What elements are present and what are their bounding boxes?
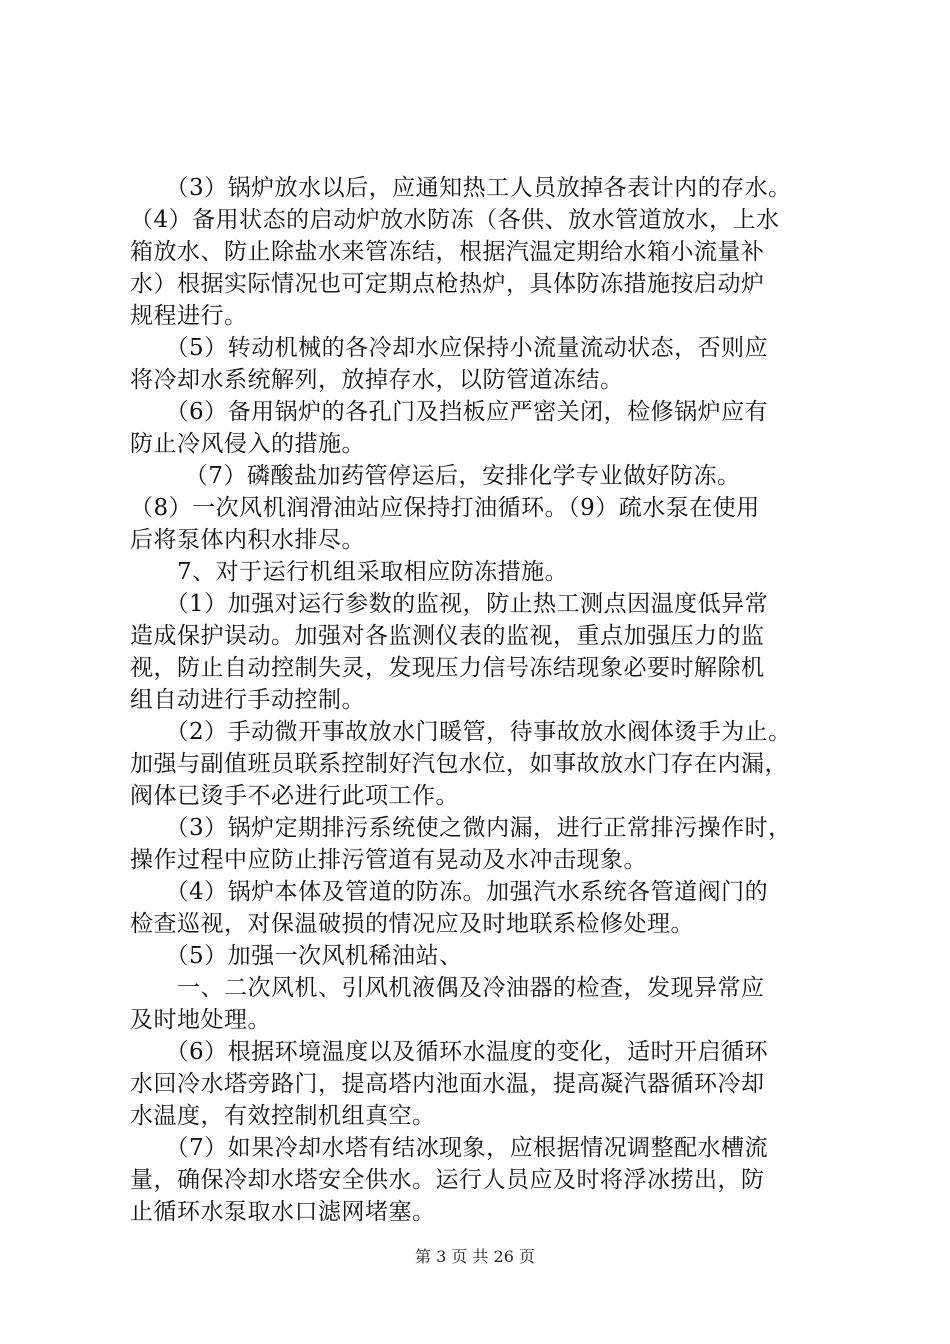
text-line: 将冷却水系统解列，放掉存水，以防管道冻结。 <box>130 367 624 393</box>
text-line: （8）一次风机润滑油站应保持打油循环。（9）疏水泵在使用 <box>130 495 760 521</box>
document-body <box>130 172 840 1228</box>
text-line: 箱放水、防止除盐水来管冻结，根据汽温定期给水箱小流量补 <box>130 239 765 265</box>
page-number-footer: 第 3 页 共 26 页 <box>415 1247 535 1266</box>
text-line: 规程进行。 <box>130 303 248 329</box>
text-line: 止循环水泵取水口滤网堵塞。 <box>130 1199 436 1225</box>
text-line: （2）手动微开事故放水门暖管，待事故放水阀体烫手为止。 <box>130 719 792 745</box>
text-line: 阀体已烫手不必进行此项工作。 <box>130 783 459 809</box>
text-line: （6）备用锅炉的各孔门及挡板应严密关闭，检修锅炉应有 <box>130 399 769 425</box>
text-line: 水温度，有效控制机组真空。 <box>130 1103 436 1129</box>
text-line: （1）加强对运行参数的监视，防止热工测点因温度低异常 <box>130 591 769 617</box>
text-line: 组自动进行手动控制。 <box>130 687 365 713</box>
text-line: 检查巡视，对保温破损的情况应及时地联系检修处理。 <box>130 911 694 937</box>
text-line: （5）转动机械的各冷却水应保持小流量流动状态，否则应 <box>130 335 769 361</box>
text-line: 水）根据实际情况也可定期点枪热炉，具体防冻措施按启动炉 <box>130 271 765 297</box>
text-line: 后将泵体内积水排尽。 <box>130 527 365 553</box>
text-line: 操作过程中应防止排污管道有晃动及水冲击现象。 <box>130 847 647 873</box>
text-line: （4）备用状态的启动炉放水防冻（各供、放水管道放水，上水 <box>130 207 780 233</box>
text-line: （7）磷酸盐加药管停运后，安排化学专业做好防冻。 <box>130 463 741 489</box>
text-line: （3）锅炉定期排污系统使之微内漏，进行正常排污操作时， <box>130 815 792 841</box>
text-line: 视，防止自动控制失灵，发现压力信号冻结现象必要时解除机 <box>130 655 765 681</box>
text-line: （4）锅炉本体及管道的防冻。加强汽水系统各管道阀门的 <box>130 879 769 905</box>
text-line: 及时地处理。 <box>130 1007 271 1033</box>
text-line: 造成保护误动。加强对各监测仪表的监视，重点加强压力的监 <box>130 623 765 649</box>
text-line: 防止冷风侵入的措施。 <box>130 431 365 457</box>
text-line: 水回冷水塔旁路门，提高塔内池面水温，提高凝汽器循环冷却 <box>130 1071 765 1097</box>
text-line: 7、对于运行机组采取相应防冻措施。 <box>130 559 569 585</box>
text-line: （6）根据环境温度以及循环水温度的变化，适时开启循环 <box>130 1039 769 1065</box>
text-line: （3）锅炉放水以后，应通知热工人员放掉各表计内的存水。 <box>130 175 792 201</box>
text-line: 加强与副值班员联系控制好汽包水位，如事故放水门存在内漏， <box>130 751 788 777</box>
text-line: （5）加强一次风机稀油站、 <box>130 943 463 969</box>
text-line: 量，确保冷却水塔安全供水。运行人员应及时将浮冰捞出，防 <box>130 1167 765 1193</box>
text-line: 一、二次风机、引风机液偶及冷油器的检查，发现异常应 <box>130 975 765 1001</box>
text-line: （7）如果冷却水塔有结冰现象，应根据情况调整配水槽流 <box>130 1135 769 1161</box>
